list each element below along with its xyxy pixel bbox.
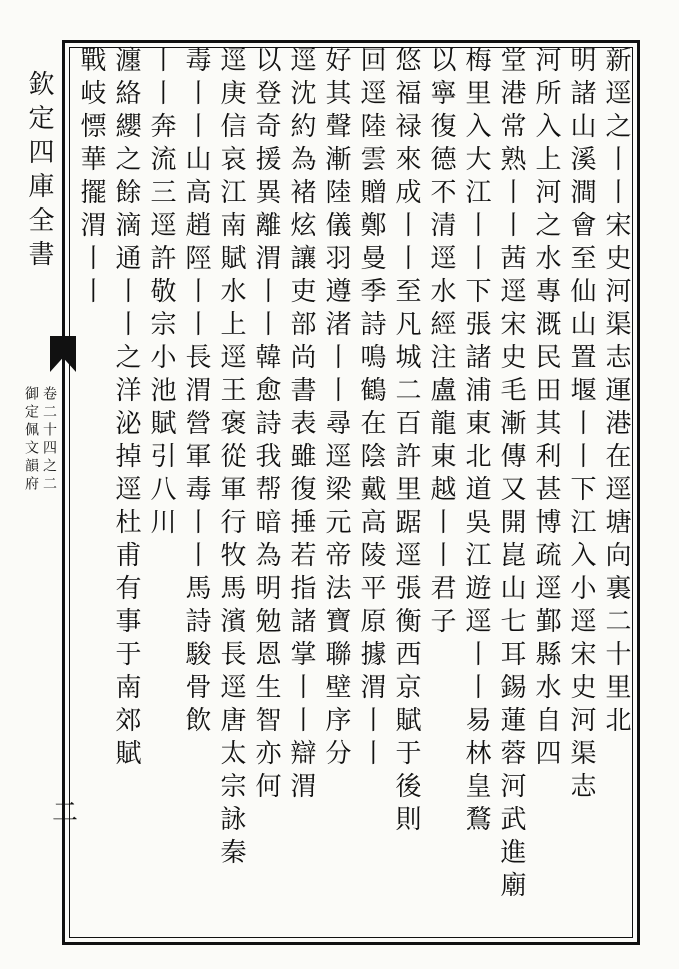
text-columns	[70, 46, 634, 941]
page-margin	[22, 40, 79, 945]
text-column: 以寧復德不清逕水經注盧龍東越丨丨君子	[426, 46, 456, 640]
text-column: 戰岐慓華擺渭丨丨	[76, 46, 106, 310]
text-column: 新逕之丨丨宋史河渠志運港在逕塘向裏二十里北	[601, 46, 631, 739]
text-column: 逕沈約為褚炫讓吏部尚書表雖復捶若指諸掌丨丨辯渭	[286, 46, 316, 805]
book-title: 御定佩文韻府	[23, 386, 39, 494]
text-column: 丨丨奔流三逕許敬宗小池賦引八川	[146, 46, 176, 541]
text-column: 好其聲漸陸儀羽遵渚丨丨尋逕梁元帝法寶聯壁序分	[321, 46, 351, 772]
text-column: 瀍絡纓之餘滴通丨丨之洋泌掉逕杜甫有事于南郊賦	[111, 46, 141, 772]
text-column: 梅里入大江丨丨下張諸浦東北道吳江遊逕丨丨易林皇鶩	[461, 46, 491, 838]
text-column: 逕庚信哀江南賦水上逕王褒從軍行牧馬濱長逕唐太宗詠秦	[216, 46, 246, 871]
volume-label: 卷二十四之二	[41, 386, 57, 494]
page-number: 二	[52, 798, 79, 828]
text-column: 堂港常熟丨丨茜逕宋史毛漸傳又開崑山七耳錫蓮蓉河武進廟	[496, 46, 526, 904]
text-column: 明諸山溪澗會至仙山置堰丨丨下江入小逕宋史河渠志	[566, 46, 596, 805]
collection-title: 欽定四庫全書	[24, 70, 54, 274]
text-column: 回逕陸雲贈鄭曼季詩鳴鶴在陰戴高陵平原據渭丨丨	[356, 46, 386, 772]
text-column: 悠福禄來成丨丨至凡城二百許里踞逕張衡西京賦于後則	[391, 46, 421, 838]
text-column: 河所入上河之水專溉民田其利甚博疏逕鄞縣水自四	[531, 46, 561, 772]
text-column: 毒丨丨山高趙陘丨丨長渭營軍毒丨丨馬詩駿骨飲	[181, 46, 211, 739]
text-column: 以登奇援異離渭丨丨韓愈詩我帮暗為明勉恩生智亦何	[251, 46, 281, 805]
